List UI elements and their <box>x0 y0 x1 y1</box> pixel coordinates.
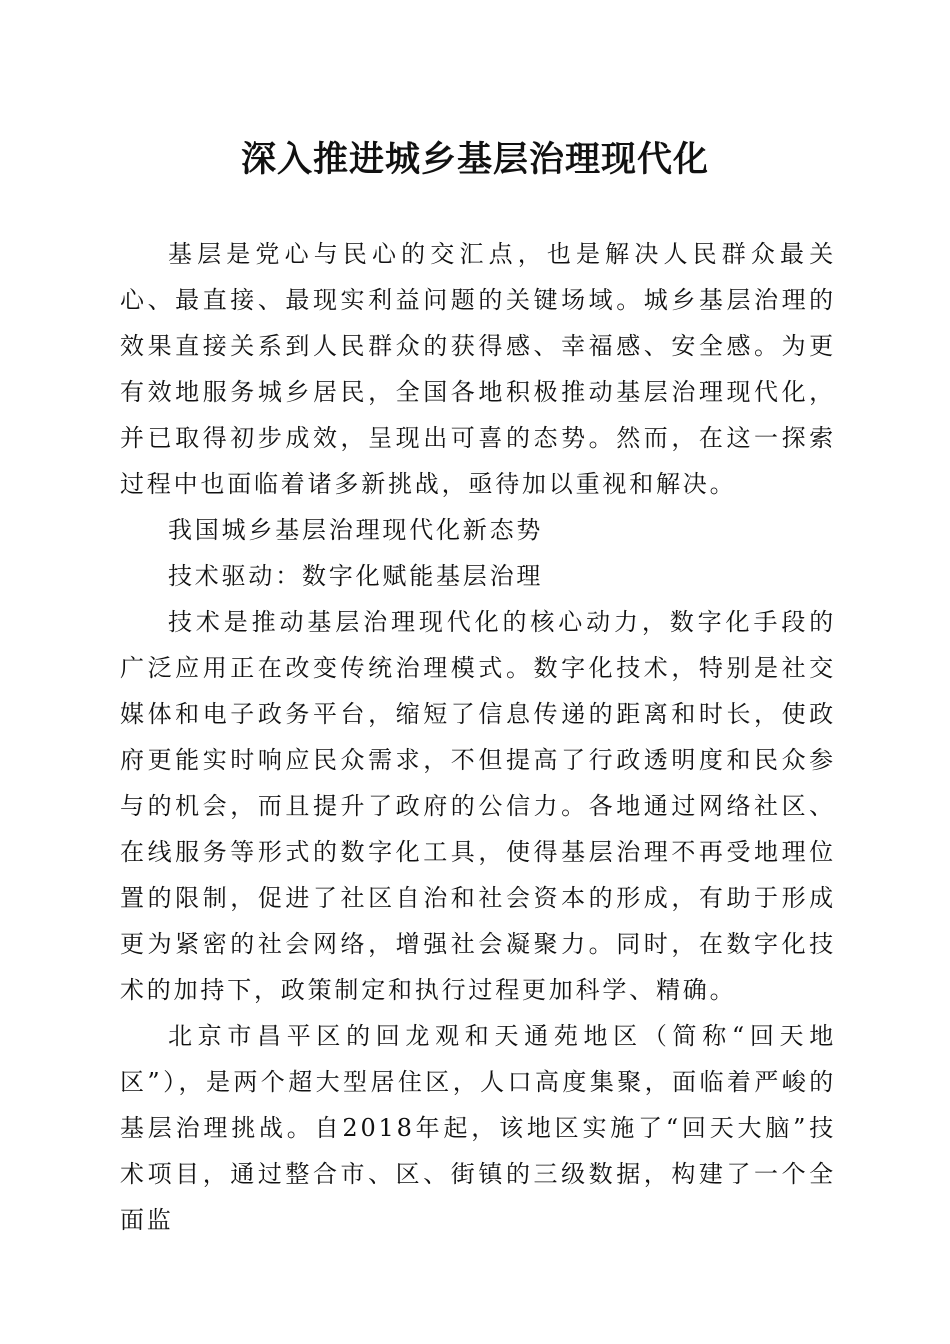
paragraph-technology: 技术是推动基层治理现代化的核心动力，数字化手段的广泛应用正在改变传统治理模式。数字化技术，特别是社交媒体和电子政务平台，缩短了信息传递的距离和时长，使政府更能实时响应民众需求，不但提高了行政透明度和民众参与的机会，而且提升了政府的公信力。各地通过网络社区、在线服务等形式的数字化工具，使得基层治理不再受地理位置的限制，促进了社区自治和社会资本的形成，有助于形成更为紧密的社会网络，增强社会凝聚力。同时，在数字化技术的加持下，政策制定和执行过程更加科学、精确。 <box>120 608 836 1004</box>
subsection-heading: 技术驱动：数字化赋能基层治理 <box>168 562 544 590</box>
document-title: 深入推进城乡基层治理现代化 <box>240 139 709 180</box>
paragraph-intro: 基层是党心与民心的交汇点，也是解决人民群众最关心、最直接、最现实利益问题的关键场域。城乡基层治理的效果直接关系到人民群众的获得感、幸福感、安全感。为更有效地服务城乡居民，全国各地积极推动基层治理现代化，并已取得初步成效，呈现出可喜的态势。然而，在这一探索过程中也面临着诸多新挑战，亟待加以重视和解决。 <box>120 240 836 498</box>
section-heading: 我国城乡基层治理现代化新态势 <box>168 516 544 544</box>
paragraph-huitian: 北京市昌平区的回龙观和天通苑地区（简称“回天地区”），是两个超大型居住区，人口高度集聚，面临着严峻的基层治理挑战。自2018年起，该地区实施了“回天大脑”技术项目，通过整合市、区、街镇的三级数据，构建了一个全面监 <box>120 1022 836 1234</box>
document-body <box>120 231 836 1243</box>
